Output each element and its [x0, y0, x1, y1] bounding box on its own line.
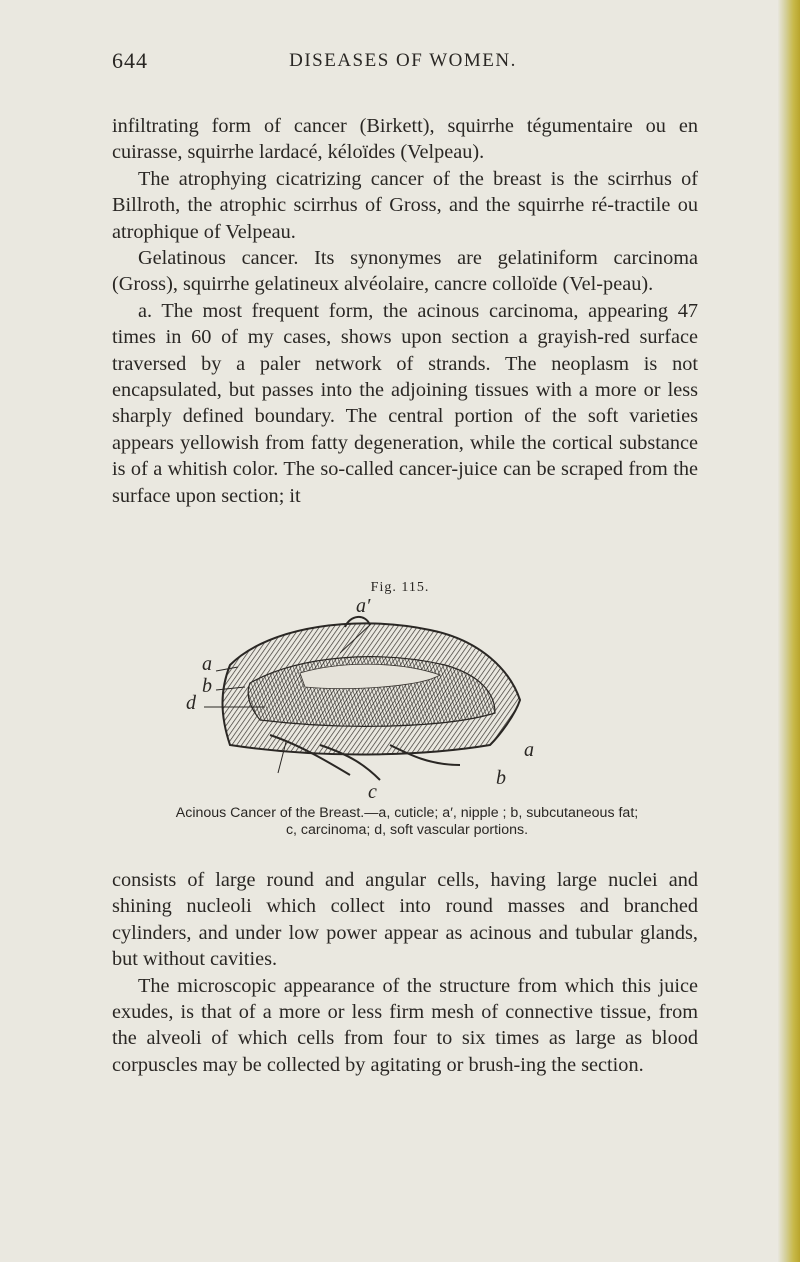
running-title: DISEASES OF WOMEN.	[289, 50, 517, 71]
paragraph: consists of large round and angular cells, having large nuclei and shining nucleoli which collect into round masses and branched cylinders, and under low power appear as acinous and tubular glands, but without cavities.	[112, 869, 698, 971]
caption-line: c, carcinoma; d, soft vascular portions.	[285, 822, 529, 838]
figure-illustration	[186, 595, 534, 805]
paragraph: The atrophying cicatrizing cancer of the breast is the scirrhus of Billroth, the atrophic scirrhus of Gross, and the squirrhe ré-tractile ou atrophique of Velpeau.	[112, 167, 698, 243]
paragraph: infiltrating form of cancer (Birkett), squirrhe tégumentaire ou en cuirasse, squirrhe lardacé, kéloïdes (Velpeau).	[112, 115, 698, 164]
upper-text-block	[112, 113, 698, 509]
page-number: 644	[112, 48, 148, 73]
label-a-right: a	[524, 739, 534, 761]
label-b-left: b	[202, 675, 212, 697]
figure-label: Fig. 115.	[370, 580, 430, 595]
label-a-prime: a′	[356, 595, 371, 617]
figure-caption	[112, 805, 702, 839]
caption-line: Acinous Cancer of the Breast.—a, cuticle; a′, nipple ; b, subcutaneous fat;	[175, 805, 639, 821]
paragraph: Gelatinous cancer. Its synonymes are gelatiniform carcinoma (Gross), squirrhe gelatineux alvéolaire, cancre colloïde (Vel-peau).	[112, 247, 698, 296]
paragraph: a. The most frequent form, the acinous carcinoma, appearing 47 times in 60 of my cases, shows upon section a grayish-red surface traversed by a paler network of strands. The neoplasm is not encapsulated, but passes into the adjoining tissues with a more or less sharply defined boundary. The central portion of the soft varieties appears yellowish from fatty degeneration, while the cortical substance is of a whitish color. The so-called cancer-juice can be scraped from the surface upon section; it	[112, 299, 698, 507]
label-a-left: a	[202, 653, 212, 675]
page-edge	[778, 0, 800, 1262]
page-header	[112, 48, 694, 78]
lower-text-block	[112, 867, 698, 1078]
paragraph: The microscopic appearance of the structure from which this juice exudes, is that of a more or less firm mesh of connective tissue, from the alveoli of which cells from four to six times as large as blood corpuscles may be collected by agitating or brush-ing the section.	[112, 974, 698, 1076]
breast-section-engraving	[190, 595, 530, 805]
label-c: c	[368, 781, 377, 803]
label-b-right: b	[496, 767, 506, 789]
label-d: d	[186, 692, 196, 714]
